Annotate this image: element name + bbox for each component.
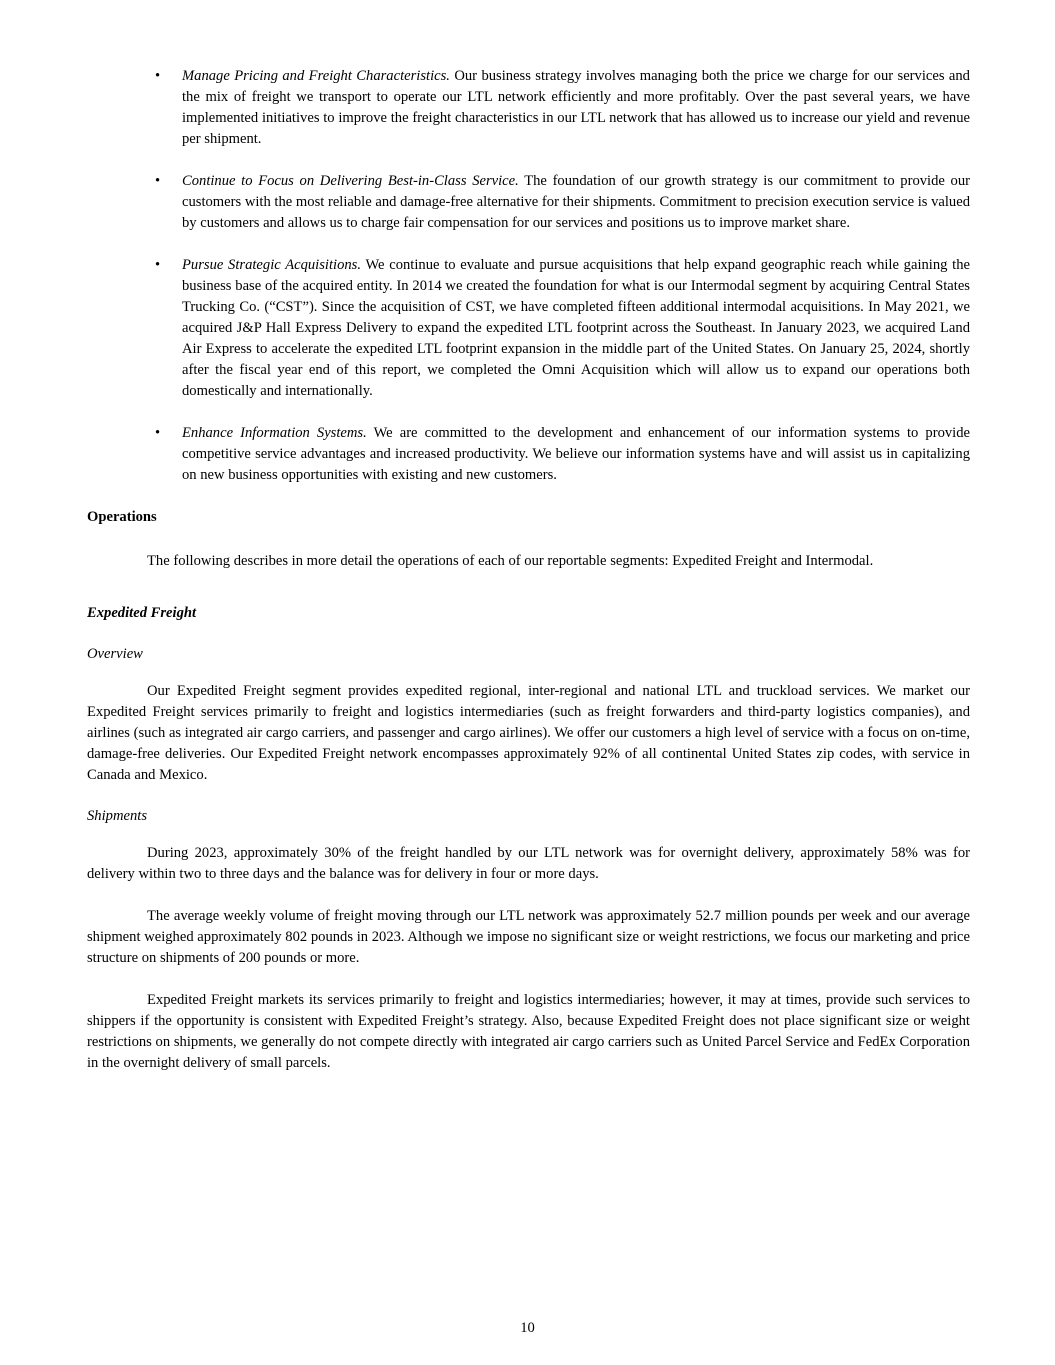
operations-intro-paragraph: The following describes in more detail the operations of each of our reportable segments: Expedited Freight and Intermodal. bbox=[147, 553, 874, 569]
bullet-text bbox=[182, 255, 970, 402]
bullet-title: Manage Pricing and Freight Characteristics. bbox=[182, 68, 450, 84]
shipments-paragraph-1: During 2023, approximately 30% of the freight handled by our LTL network was for overnight delivery, approximately 58% was for delivery within two to three days and the balance was for delivery in four or more days. bbox=[87, 845, 970, 882]
bullet-text bbox=[182, 423, 970, 486]
bullet-item bbox=[87, 66, 970, 150]
bullet-item bbox=[87, 171, 970, 234]
bullet-marker: • bbox=[155, 68, 161, 84]
shipments-paragraph-3: Expedited Freight markets its services primarily to freight and logistics intermediaries; however, it may at times, provide such services to shippers if the opportunity is consistent with Expedited Freight’s strategy. Also, because Expedited Freight does not place significant size or weight restrictions on shipments, we generally do not compete directly with integrated air cargo carriers such as United Parcel Service and FedEx Corporation in the overnight delivery of small parcels. bbox=[87, 992, 970, 1071]
overview-heading: Overview bbox=[87, 646, 143, 662]
bullet-title: Pursue Strategic Acquisitions. bbox=[182, 257, 361, 273]
bullet-item bbox=[87, 255, 970, 402]
bullet-item bbox=[87, 423, 970, 486]
bullet-text bbox=[182, 66, 970, 150]
bullet-body: The foundation of our growth strategy is our commitment to provide our customers with the most reliable and damage-free alternative for their shipments. Commitment to precision execution service is valued by customers and allows us to charge fair compensation for our services and positions us to improve market share. bbox=[182, 173, 970, 231]
bullet-body: Our business strategy involves managing both the price we charge for our services and the mix of freight we transport to operate our LTL network efficiently and more profitably. Over the past several years, we have implemented initiatives to improve the freight characteristics in our LTL network that has allowed us to increase our yield and revenue per shipment. bbox=[182, 68, 970, 147]
bullet-body: We continue to evaluate and pursue acquisitions that help expand geographic reach while gaining the business base of the acquired entity. In 2014 we created the foundation for what is our Intermodal segment by acquiring Central States Trucking Co. (“CST”). Since the acquisition of CST, we have completed fifteen additional intermodal acquisitions. In May 2021, we acquired J&P Hall Express Delivery to expand the expedited LTL footprint across the Southeast. In January 2023, we acquired Land Air Express to accelerate the expedited LTL footprint expansion in the middle part of the United States. On January 25, 2024, shortly after the fiscal year end of this report, we completed the Omni Acquisition which will allow us to expand our operations both domestically and internationally. bbox=[182, 257, 970, 399]
shipments-heading: Shipments bbox=[87, 808, 147, 824]
bullet-text bbox=[182, 171, 970, 234]
bullet-marker: • bbox=[155, 173, 161, 189]
bullet-title: Continue to Focus on Delivering Best-in-Class Service. bbox=[182, 173, 519, 189]
bullet-marker: • bbox=[155, 257, 161, 273]
expedited-freight-heading: Expedited Freight bbox=[87, 605, 197, 621]
page-number: 10 bbox=[520, 1320, 535, 1336]
shipments-paragraph-2: The average weekly volume of freight moving through our LTL network was approximately 52.7 million pounds per week and our average shipment weighed approximately 802 pounds in 2023. Although we impose no significant size or weight restrictions, we focus our marketing and price structure on shipments of 200 pounds or more. bbox=[87, 908, 970, 966]
bullet-title: Enhance Information Systems. bbox=[182, 425, 367, 441]
operations-heading: Operations bbox=[87, 509, 157, 525]
bullet-list bbox=[87, 66, 970, 486]
bullet-body: We are committed to the development and enhancement of our information systems to provide competitive service advantages and increased productivity. We believe our information systems have and will assist us in capitalizing on new business opportunities with existing and new customers. bbox=[182, 425, 970, 483]
bullet-marker: • bbox=[155, 425, 161, 441]
overview-paragraph: Our Expedited Freight segment provides expedited regional, inter-regional and national LTL and truckload services. We market our Expedited Freight services primarily to freight and logistics intermediaries (such as freight forwarders and third-party logistics companies), and airlines (such as integrated air cargo carriers, and passenger and cargo airlines). We offer our customers a high level of service with a focus on on-time, damage-free deliveries. Our Expedited Freight network encompasses approximately 92% of all continental United States zip codes, with service in Canada and Mexico. bbox=[87, 683, 970, 783]
